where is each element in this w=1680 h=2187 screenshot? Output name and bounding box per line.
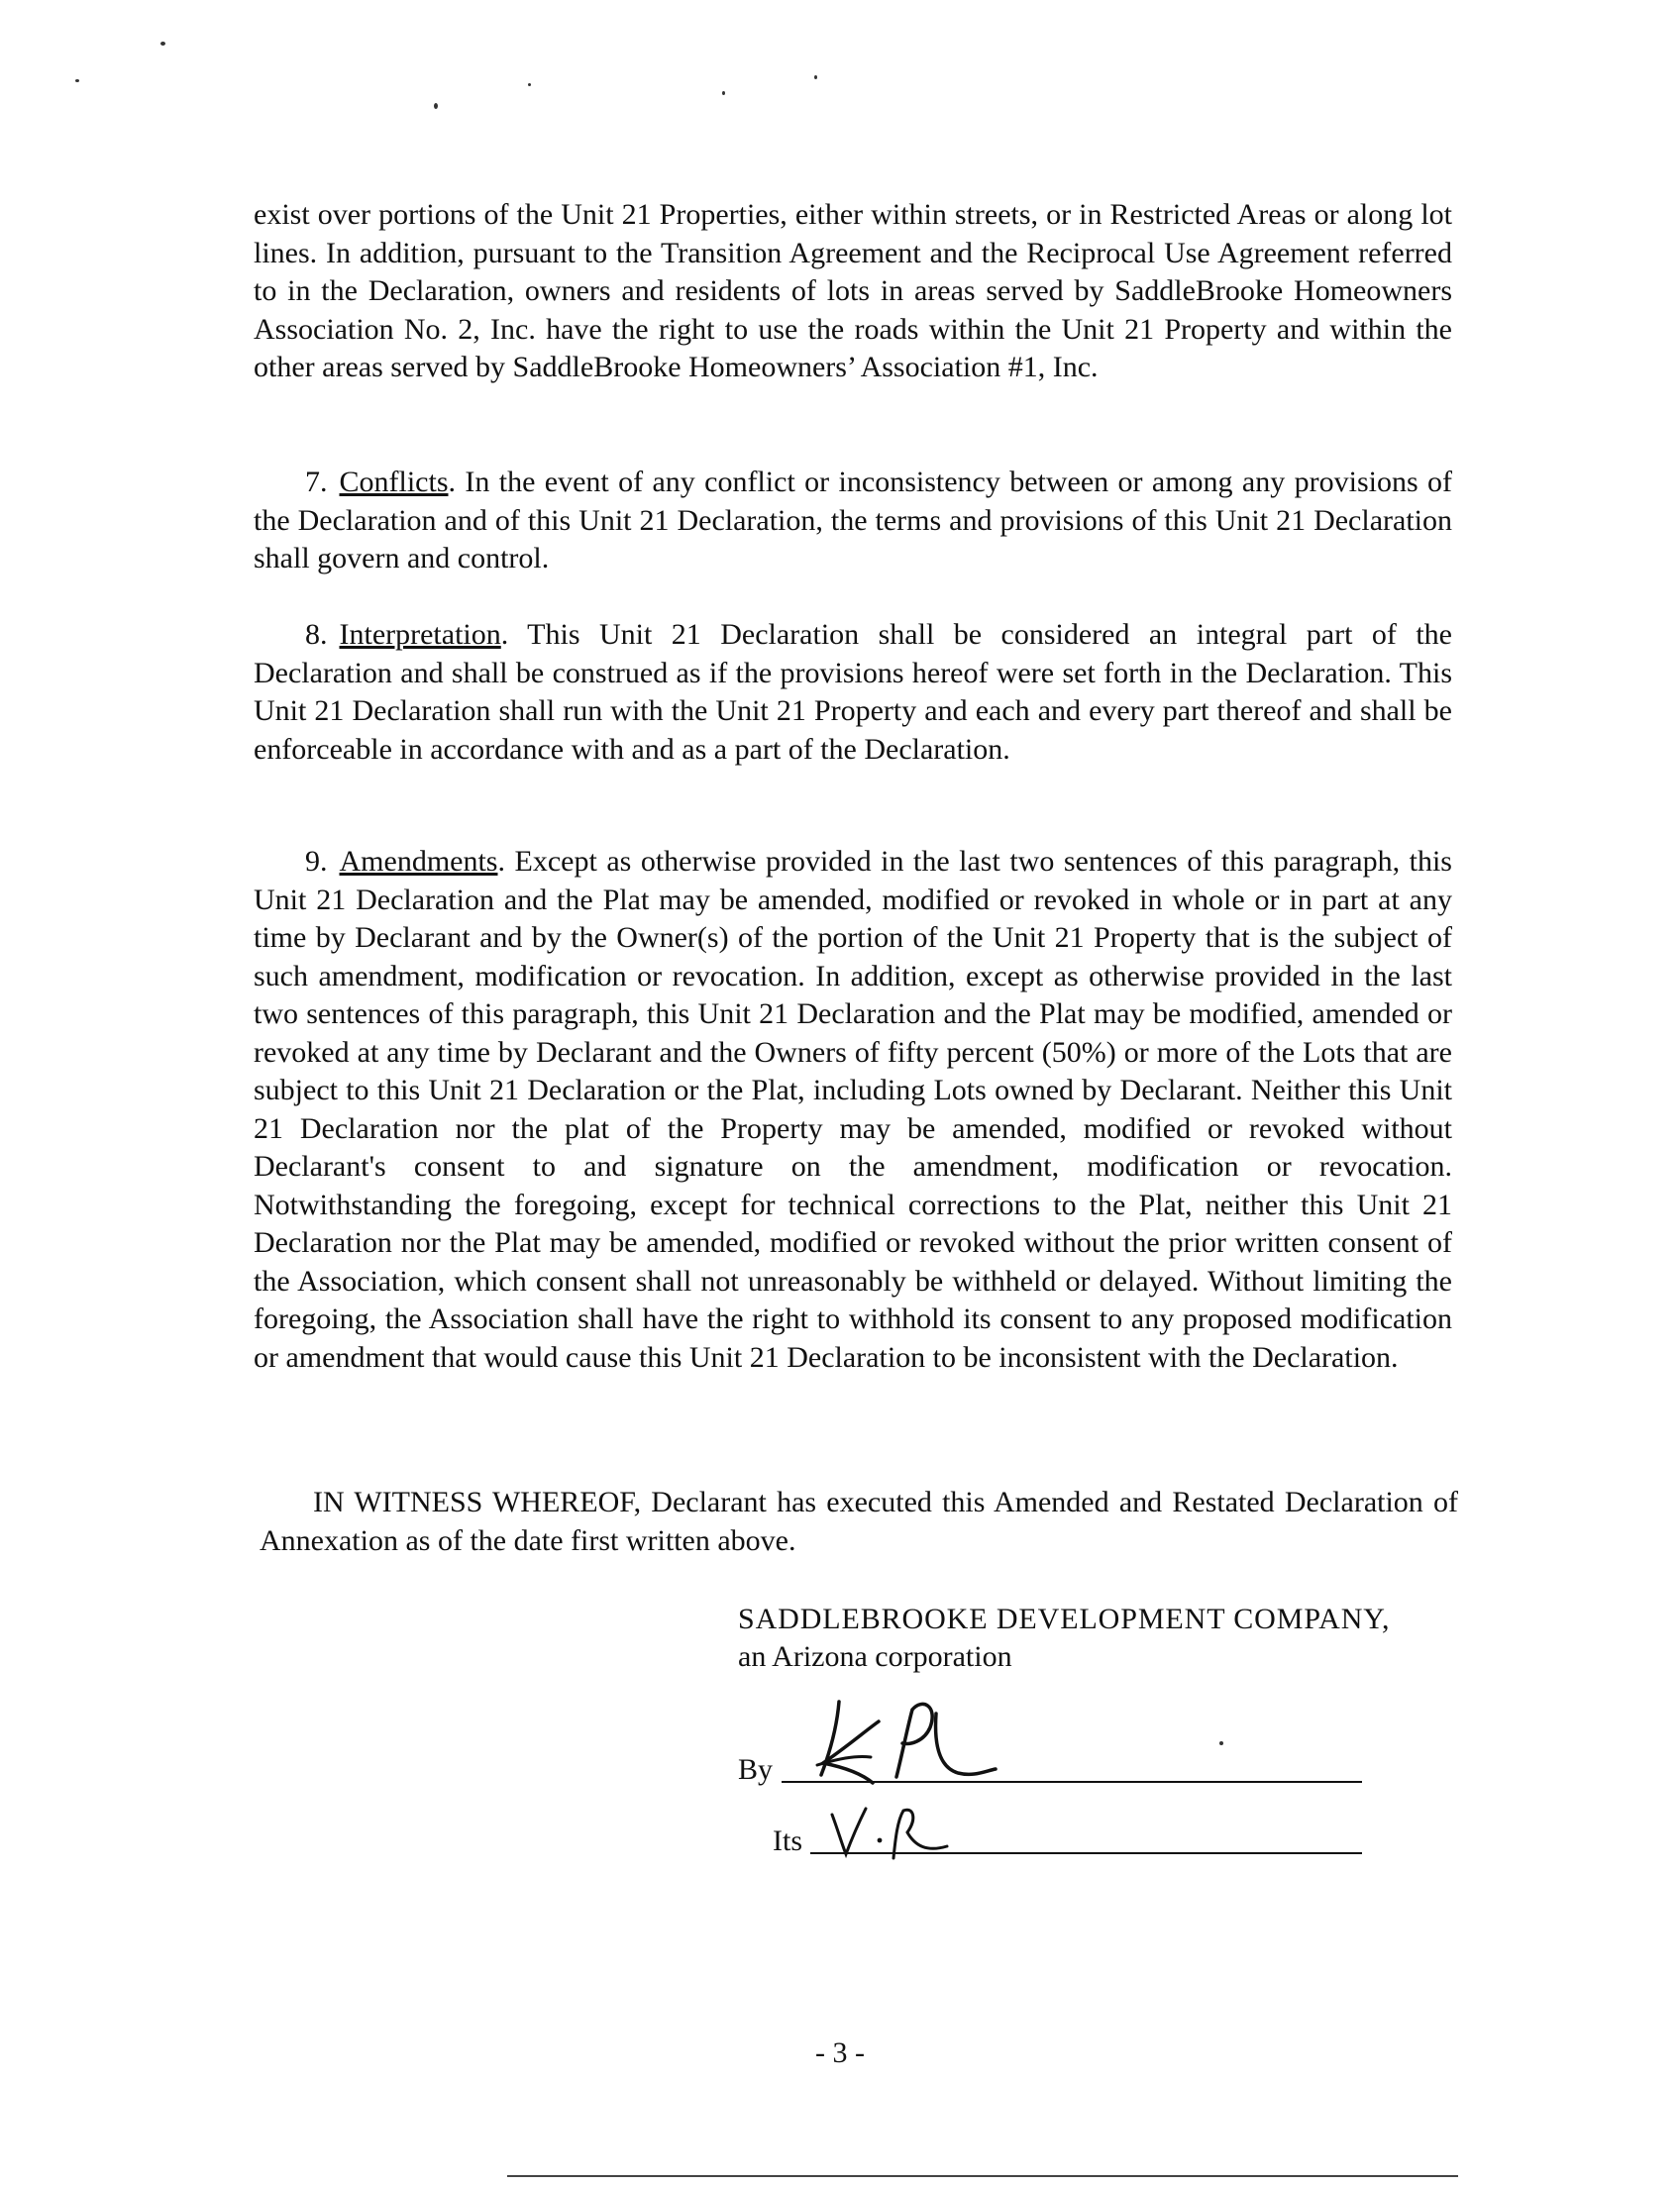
its-label: Its: [773, 1824, 802, 1857]
scan-speck: [722, 91, 725, 95]
by-signature: [807, 1684, 1005, 1783]
company-type: an Arizona corporation: [738, 1640, 1012, 1673]
witness-text: IN WITNESS WHEREOF, Declarant has executed this Amended and Restated Declaration of Annexation as of the date first written above.: [260, 1486, 1458, 1557]
scan-speck: [75, 79, 79, 82]
section-heading: Conflicts: [339, 466, 449, 498]
scan-speck: [160, 42, 165, 46]
by-signature-row: [738, 1684, 1362, 1791]
section-interpretation: [254, 616, 1452, 769]
section-body: . In the event of any conflict or inconsistency between or among any provisions of the Declaration and of this Unit 21 Declaration, the terms and provisions of this Unit 21 Declaration shall govern and control.: [254, 466, 1452, 574]
scan-speck: [434, 103, 438, 109]
by-label: By: [738, 1753, 774, 1786]
section-body: . Except as otherwise provided in the last two sentences of this paragraph, this Unit 21 Declaration and the Plat may be amended, modified or revoked in whole or in part at any time by Declarant and by the Owner(s) of the portion of the Unit 21 Property that is the subject of such amendment, modification or revocation. In addition, except as otherwise provided in the last two sentences of this paragraph, this Unit 21 Declaration and the Plat may be modified, amended or revoked at any time by Declarant and the Owners of fifty percent (50%) or more of the Lots that are subject to this Unit 21 Declaration or the Plat, including Lots owned by Declarant. Neither this Unit 21 Declaration nor the plat of the Property may be amended, modified or revoked without Declarant's consent to and signature on the amendment, modification or revocation. Notwithstanding the foregoing, except for technical corrections to the Plat, neither this Unit 21 Declaration nor the Plat may be amended, modified or revoked without the prior written consent of the Association, which consent shall not unreasonably be withheld or delayed. Without limiting the foregoing, the Association shall have the right to withhold its consent to any proposed modification or amendment that would cause this Unit 21 Declaration to be inconsistent with the Declaration.: [254, 845, 1452, 1374]
signature-speck: [1219, 1741, 1223, 1745]
scan-speck: [528, 83, 531, 86]
section-heading: Amendments: [339, 845, 498, 878]
company-block: [738, 1601, 1390, 1676]
section-number: 9.: [305, 845, 328, 878]
bottom-rule: [507, 2175, 1458, 2177]
section-number: 8.: [305, 618, 328, 651]
section-heading: Interpretation: [339, 618, 501, 651]
scan-speck: [814, 75, 817, 79]
witness-paragraph: [260, 1484, 1458, 1560]
continuation-paragraph: exist over portions of the Unit 21 Properties, either within streets, or in Restricted Areas or along lot lines. In addition, pursuant to the Transition Agreement and the Reciprocal Use Agreement referred to in the Declaration, owners and residents of lots in areas served by SaddleBrooke Homeowners Association No. 2, Inc. have the right to use the roads within the Unit 21 Property and within the other areas served by SaddleBrooke Homeowners’ Association #1, Inc.: [254, 198, 1452, 383]
section-number: 7.: [305, 466, 328, 498]
section-amendments: [254, 843, 1452, 1377]
section-conflicts: [254, 464, 1452, 578]
its-signature-row: [773, 1803, 1362, 1862]
its-signature: [828, 1803, 957, 1862]
page-number: - 3 -: [815, 2036, 865, 2069]
company-name: SADDLEBROOKE DEVELOPMENT COMPANY,: [738, 1603, 1391, 1635]
section-body: . This Unit 21 Declaration shall be considered an integral part of the Declaration and shall be construed as if the provisions hereof were set forth in the Declaration. This Unit 21 Declaration shall run with the Unit 21 Property and each and every part thereof and shall be enforceable in accordance with and as a part of the Declaration.: [254, 618, 1452, 766]
